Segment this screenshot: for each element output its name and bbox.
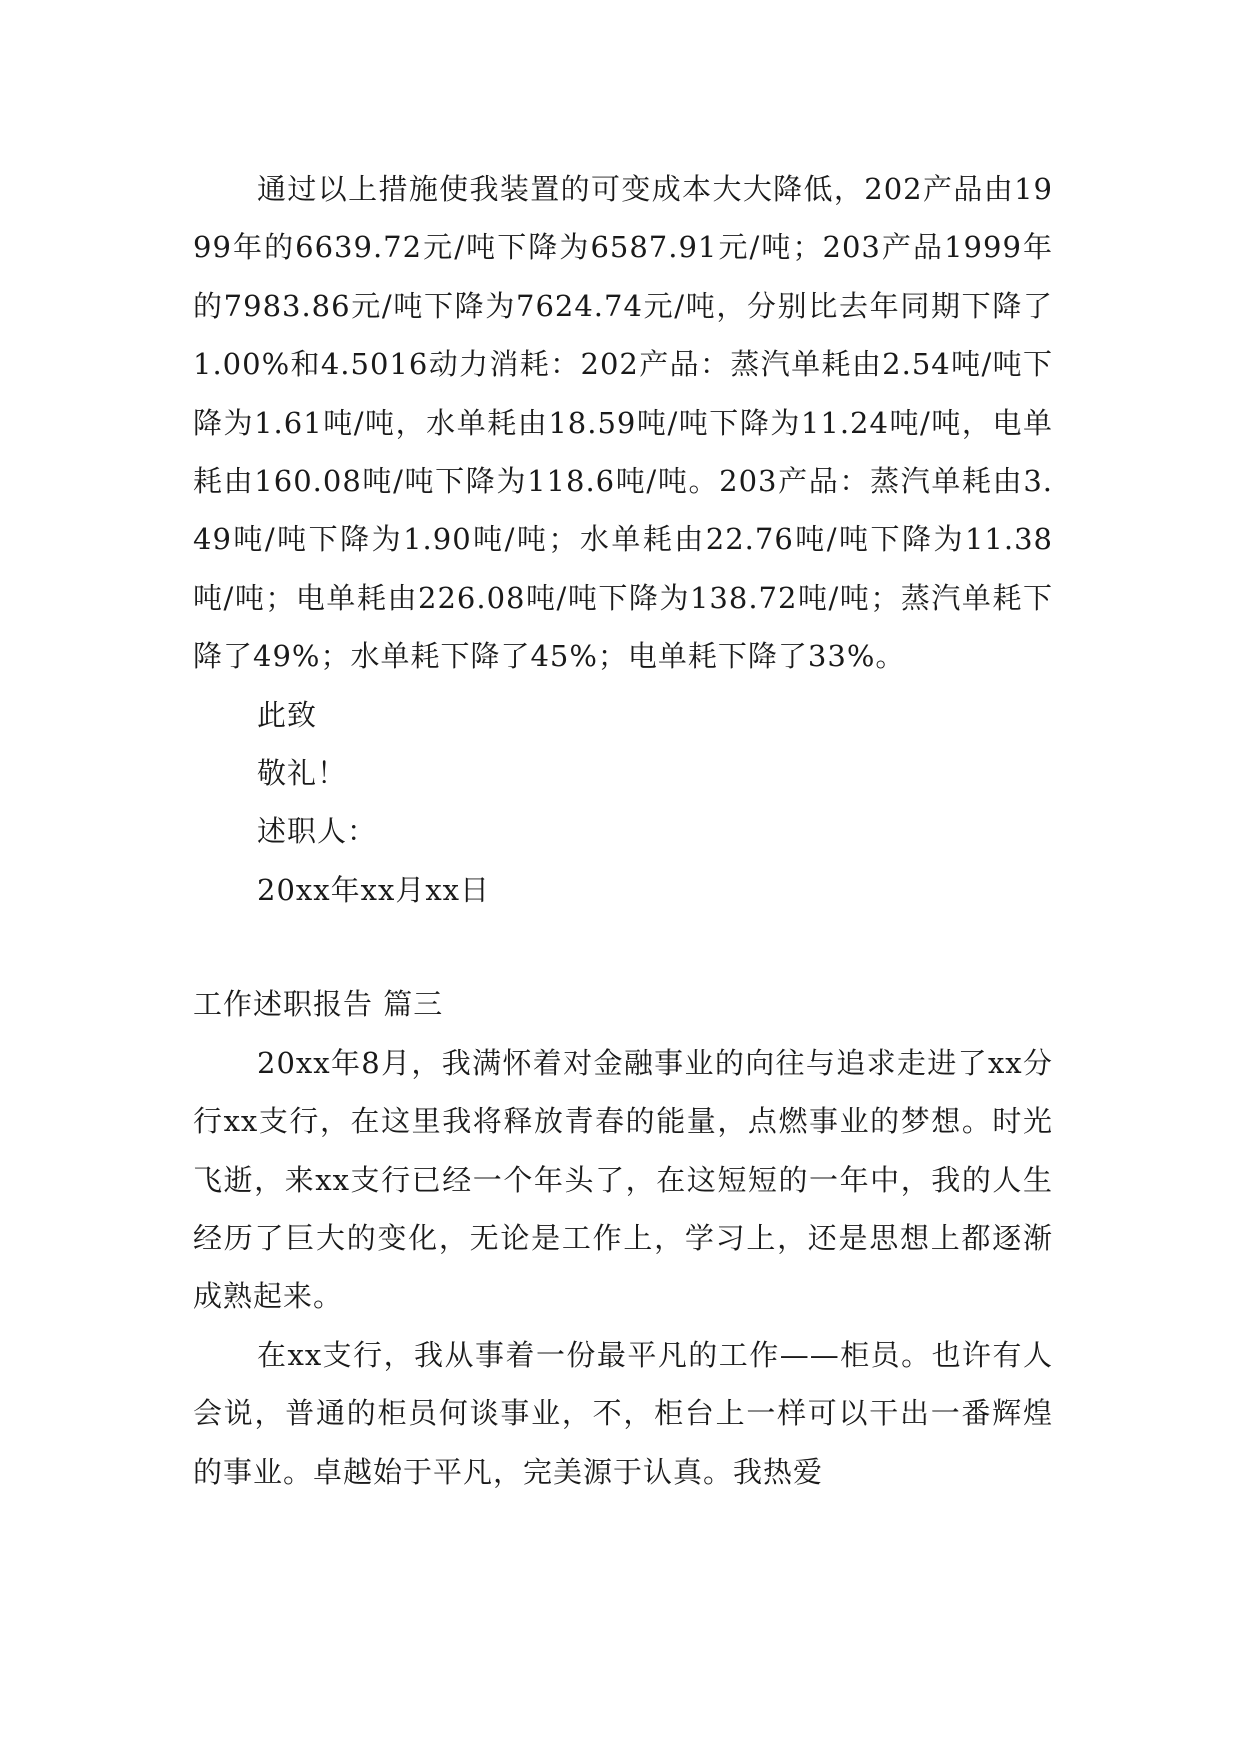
section-title: 工作述职报告 篇三 [193,987,444,1022]
teller-paragraph: 在xx支行，我从事着一份最平凡的工作——柜员。也许有人会说，普通的柜员何谈事业，不，柜台上一样可以干出一番辉煌的事业。卓越始于平凡，完美源于认真。我热爱 [193,1337,1053,1489]
closing-salutation: 此致 [257,697,318,732]
signature-label: 述职人： [257,814,378,849]
document-body [193,160,1053,1501]
closing-regards: 敬礼！ [257,756,348,791]
cost-reduction-paragraph: 通过以上措施使我装置的可变成本大大降低，202产品由1999年的6639.72元/吨下降为6587.91元/吨；203产品1999年的7983.86元/吨下降为7624.74元/吨，分别比去年同期下降了1.00%和4.5016动力消耗：202产品：蒸汽单耗由2.54吨/吨下降为1.61吨/吨，水单耗由18.59吨/吨下降为11.24吨/吨，电单耗由160.08吨/吨下降为118.6吨/吨。203产品：蒸汽单耗由3.49吨/吨下降为1.90吨/吨；水单耗由22.76吨/吨下降为11.38吨/吨；电单耗由226.08吨/吨下降为138.72吨/吨；蒸汽单耗下降了49%；水单耗下降了45%；电单耗下降了33%。 [193,172,1053,674]
report-date: 20xx年xx月xx日 [257,872,491,907]
intro-paragraph: 20xx年8月，我满怀着对金融事业的向往与追求走进了xx分行xx支行，在这里我将释放青春的能量，点燃事业的梦想。时光飞逝，来xx支行已经一个年头了，在这短短的一年中，我的人生经历了巨大的变化，无论是工作上，学习上，还是思想上都逐渐成熟起来。 [193,1045,1053,1314]
